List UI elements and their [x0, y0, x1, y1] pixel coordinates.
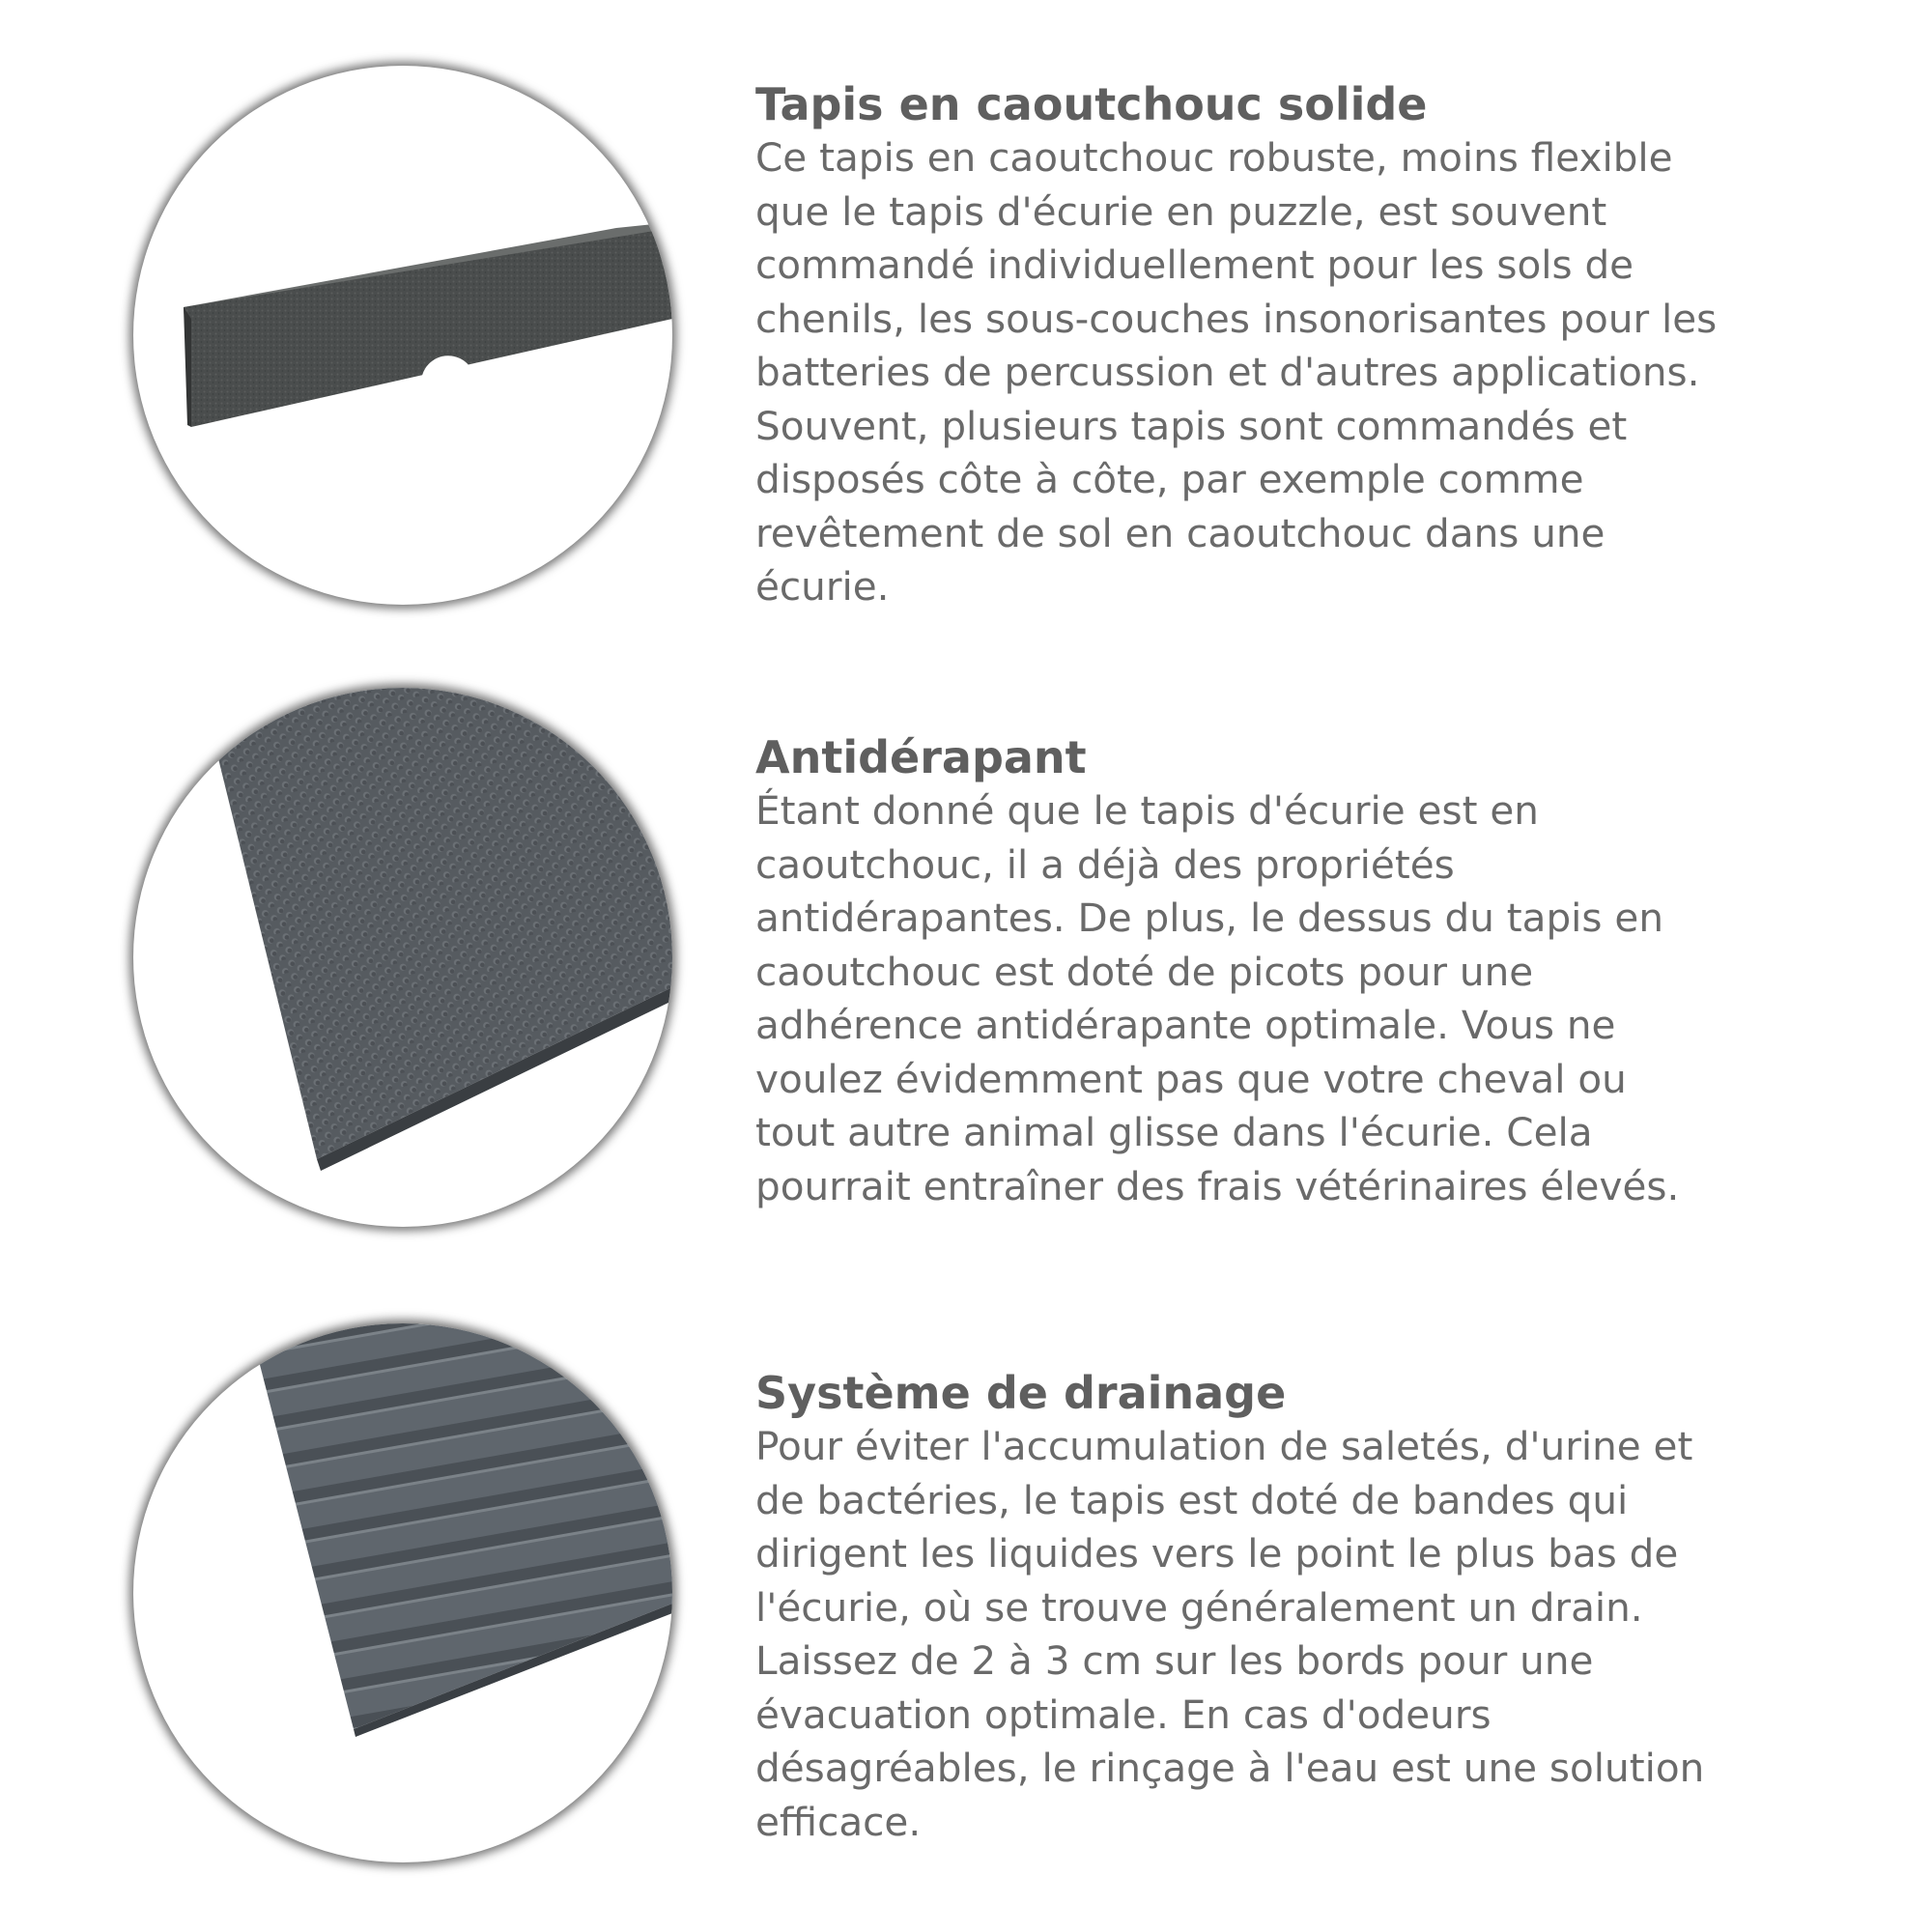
feature-body-line: Souvent, plusieurs tapis sont commandés et: [755, 402, 1628, 449]
feature-body-line: écurie.: [755, 563, 890, 610]
feature-body-line: pourrait entraîner des frais vétérinaires élevés.: [755, 1162, 1680, 1209]
feature-body-line: chenils, les sous-couches insonorisantes pour les: [755, 295, 1718, 342]
feature-text: [755, 730, 1886, 1213]
feature-body-line: caoutchouc, il a déjà des propriétés: [755, 840, 1455, 888]
feature-title: Antidérapant: [755, 731, 1087, 783]
feature-body-line: disposés côte à côte, par exemple comme: [755, 456, 1584, 502]
drainage-mat-image: [133, 1323, 672, 1862]
feature-body-line: adhérence antidérapante optimale. Vous ne: [755, 1002, 1616, 1048]
feature-body-line: dirigent les liquides vers le point le plus bas de: [755, 1530, 1679, 1577]
feature-body-line: que le tapis d'écurie en puzzle, est souvent: [755, 187, 1607, 235]
feature-body-line: Ce tapis en caoutchouc robuste, moins flexible: [755, 134, 1673, 181]
feature-body-line: caoutchouc est doté de picots pour une: [755, 948, 1534, 995]
feature-body-line: l'écurie, où se trouve généralement un drain.: [755, 1583, 1643, 1631]
feature-text: [755, 77, 1886, 614]
anti-slip-mat-image: [133, 688, 672, 1227]
anti-slip-studded-mat-image: [133, 688, 672, 1227]
feature-body-line: batteries de percussion et d'autres applications.: [755, 349, 1700, 395]
feature-body-line: évacuation optimale. En cas d'odeurs: [755, 1690, 1492, 1738]
feature-body-line: Pour éviter l'accumulation de saletés, d'urine et: [755, 1423, 1693, 1469]
feature-body-line: de bactéries, le tapis est doté de bandes qui: [755, 1476, 1629, 1523]
drainage-striped-mat-image: [133, 1323, 672, 1862]
feature-body-line: commandé individuellement pour les sols de: [755, 242, 1634, 288]
feature-text: [755, 1366, 1886, 1849]
feature-body-line: désagréables, le rinçage à l'eau est une solution: [755, 1745, 1705, 1791]
solid-rubber-mat-edge-image: [133, 66, 672, 605]
feature-body-line: efficace.: [755, 1798, 922, 1845]
feature-body-line: voulez évidemment pas que votre cheval ou: [755, 1055, 1627, 1102]
feature-body-line: antidérapantes. De plus, le dessus du tapis en: [755, 895, 1663, 941]
feature-body-line: Laissez de 2 à 3 cm sur les bords pour une: [755, 1637, 1594, 1684]
solid-rubber-mat-image: [133, 66, 672, 605]
feature-title: Tapis en caoutchouc solide: [755, 78, 1428, 130]
feature-body-line: Étant donné que le tapis d'écurie est en: [755, 787, 1539, 834]
feature-body-line: revêtement de sol en caoutchouc dans une: [755, 509, 1605, 556]
feature-body-line: tout autre animal glisse dans l'écurie. Cela: [755, 1109, 1593, 1155]
feature-title: Système de drainage: [755, 1367, 1287, 1419]
